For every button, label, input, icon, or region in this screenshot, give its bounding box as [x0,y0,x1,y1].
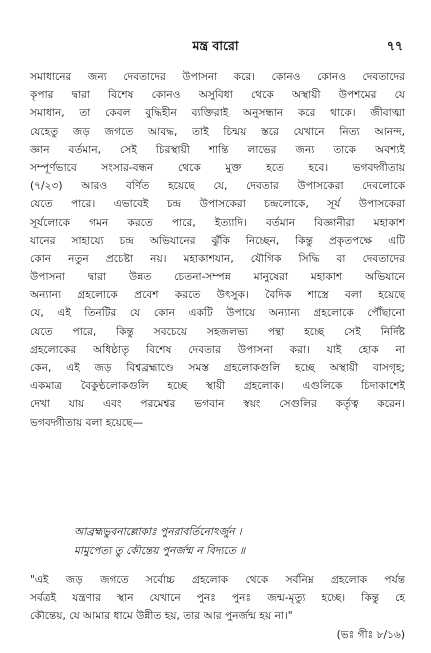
body-text [30,68,405,432]
body-line: সমাধানের জন্য দেবতাদের উপাসনা করে। কোনও কোনও দেবতাদের [30,71,405,83]
body-line: যেতে পারে, কিন্তু সবচেয়ে সহজলভ্য পন্থা হচ্ছে সেই নির্দিষ্ট [30,325,405,338]
body-line: কেন, এই জড় বিশ্বব্রহ্মাণ্ডে সমস্ত গ্রহলোকগুলি হচ্ছে অস্থায়ী বাসগৃহ; [30,362,405,374]
page-header [0,38,431,56]
quote-line: সর্বত্রই যন্ত্রণার স্থান যেখানে পুনঃ পুনঃ জন্ম-মৃত্যু হচ্ছে। কিন্তু হে [30,592,405,605]
body-line: একমাত্র বৈকুণ্ঠলোকগুলি হচ্ছে স্থায়ী গ্রহলোক। এগুলিকে চিদাকাশেই [30,380,405,393]
body-line: উপাসনা দ্বারা উন্নত চেতনা-সম্পন্ন মানুষেরা মহাকাশ অভিযানে [30,271,405,284]
running-title: মন্ত্র বারো [192,38,239,53]
body-line: সূর্যলোকে গমন করতে পারে, ইত্যাদি। বর্তমান বিজ্ঞানীরা মহাকাশ [30,216,405,229]
body-line: জ্ঞান বর্তমান, সেই চিরস্থায়ী শান্তি লাভের জন্য তাকে অবশ্যই [30,143,405,156]
quote-line: "এই জড় জগতে সর্বোচ্চ গ্রহলোক থেকে সর্বনিম্ন গ্রহলোক পর্যন্ত [30,574,405,586]
body-line: অন্যান্য গ্রহলোকে প্রবেশ করতে উৎসুক। বৈদিক শাস্ত্রে বলা হয়েছে [30,289,405,302]
body-line: সম্পূর্ণভাবে সংসার-বন্ধন থেকে মুক্ত হতে হবে। ভগবদ্গীতায় [30,161,405,174]
body-line: যে, এই তিনটির যে কোন একটি উপায়ে অন্যান্য গ্রহলোকে পৌঁছানো [30,307,405,320]
body-line: যেতে পারে। এভাবেই চন্দ্র উপাসকেরা চন্দ্রলোকে, সূর্য উপাসকেরা [30,198,405,211]
sanskrit-verse [74,523,404,561]
body-line: সমাধান, তা কেবল বুদ্ধিহীন ব্যক্তিরাই অনুসন্ধান করে থাকে। জীবাত্মা [30,107,405,120]
body-line: (৭/২৩) আরও বর্ণিত হয়েছে যে, দেবতার উপাসকেরা দেবলোকে [30,180,405,193]
body-line: কৃপার দ্বারা বিশেষ কোনও অসুবিধা থেকে অস্থায়ী উপশমের যে [30,89,405,102]
verse-line: মামুপেত্য তু কৌন্তেয় পুনর্জন্ম ন বিদ্যতে ॥ [74,545,246,557]
body-line: যেহেতু জড় জগতে আবদ্ধ, তাই চিন্ময় স্তরে যেখানে নিত্য আনন্দ, [30,125,405,138]
page-number: ৭৭ [386,38,403,53]
verse-reference: (ভঃ গীঃ ৮/১৬) [336,628,405,641]
body-line: দেখা যায় এবং পরমেশ্বর ভগবান স্বয়ং সেগুলির কর্তৃত্ব করেন। [30,398,405,411]
body-line: যানের সাহায্যে চন্দ্র অভিযানের ঝুঁকি নিচ্ছেন, কিন্তু প্রকৃতপক্ষে এটি [30,234,405,247]
verse-line: আব্রহ্মভুবনাল্লোকাঃ পুনরাবর্তিনোঽর্জুন । [74,526,242,538]
verse-translation [30,571,405,644]
body-line: ভগবদ্গীতায় বলা হয়েছে— [30,416,144,429]
body-line: গ্রহলোকের অধিষ্ঠাতৃ বিশেষ দেবতার উপাসনা করা। যাই হোক না [30,343,405,356]
quote-line: কৌন্তেয়, যে আমার ধামে উন্নীত হয়, তার আর পুনর্জন্ম হয় না।" [30,610,293,623]
body-line: কোন নতুন প্রচেষ্টা নয়। মহাকাশযান, যৌগিক সিদ্ধি বা দেবতাদের [30,252,405,265]
